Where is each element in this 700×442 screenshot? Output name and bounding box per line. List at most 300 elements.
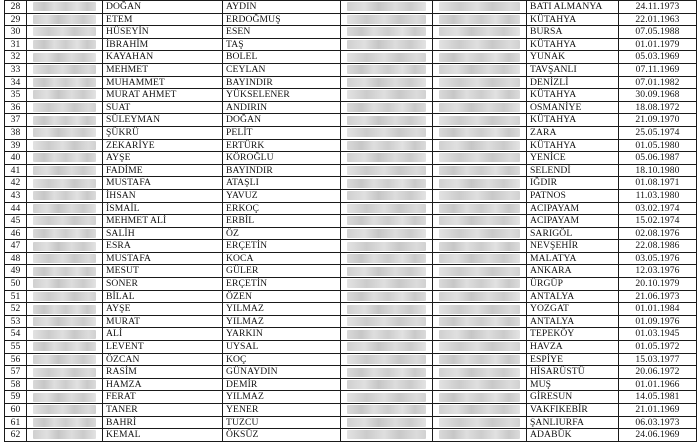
- birthdate-cell: 14.05.1981: [619, 391, 697, 404]
- row-number-cell: 56: [5, 353, 27, 366]
- redacted-parent-cell: [433, 26, 527, 39]
- last-name-cell: BAYINDIR: [223, 164, 341, 177]
- first-name-cell: FERAT: [103, 391, 223, 404]
- birthplace-cell: OSMANİYE: [527, 101, 619, 114]
- first-name-cell: BİLAL: [103, 290, 223, 303]
- redacted-parent-cell: [433, 303, 527, 316]
- redacted-parent-cell: [341, 114, 433, 127]
- redacted-parent-cell: [433, 341, 527, 354]
- redaction-blur: [347, 418, 426, 427]
- row-number-cell: 39: [5, 139, 27, 152]
- birthplace-cell: TEPEKÖY: [527, 328, 619, 341]
- redaction-blur: [347, 53, 426, 62]
- birthdate-cell: 07.05.1988: [619, 26, 697, 39]
- birthplace-cell: DENİZLİ: [527, 76, 619, 89]
- redacted-id-cell: [27, 51, 103, 64]
- last-name-cell: YÜKSELENER: [223, 89, 341, 102]
- redacted-parent-cell: [341, 13, 433, 26]
- redacted-parent-cell: [433, 76, 527, 89]
- row-number-cell: 35: [5, 89, 27, 102]
- redaction-blur: [439, 40, 520, 49]
- birthplace-cell: ANKARA: [527, 265, 619, 278]
- table-row: [5, 38, 697, 51]
- redacted-parent-cell: [433, 51, 527, 64]
- redaction-blur: [347, 380, 426, 389]
- redacted-id-cell: [27, 101, 103, 114]
- redacted-id-cell: [27, 391, 103, 404]
- redacted-parent-cell: [341, 252, 433, 265]
- redaction-blur: [347, 65, 426, 74]
- redaction-blur: [347, 279, 426, 288]
- table-row: [5, 252, 697, 265]
- birthdate-cell: 25.05.1974: [619, 126, 697, 139]
- birthdate-cell: 15.03.1977: [619, 353, 697, 366]
- birthdate-cell: 30.09.1968: [619, 89, 697, 102]
- last-name-cell: BAYINDIR: [223, 76, 341, 89]
- redacted-parent-cell: [433, 89, 527, 102]
- last-name-cell: ÖKSÜZ: [223, 429, 341, 442]
- birthdate-cell: 18.10.1980: [619, 164, 697, 177]
- redacted-parent-cell: [341, 101, 433, 114]
- first-name-cell: KEMAL: [103, 429, 223, 442]
- birthdate-cell: 07.11.1969: [619, 63, 697, 76]
- redacted-parent-cell: [341, 416, 433, 429]
- row-number-cell: 59: [5, 391, 27, 404]
- redaction-blur: [439, 90, 520, 99]
- last-name-cell: KOCA: [223, 252, 341, 265]
- birthdate-cell: 22.01.1963: [619, 13, 697, 26]
- redacted-id-cell: [27, 341, 103, 354]
- birthdate-cell: 01.03.1945: [619, 328, 697, 341]
- table-row: [5, 76, 697, 89]
- last-name-cell: AYDIN: [223, 1, 341, 14]
- row-number-cell: 53: [5, 315, 27, 328]
- redacted-id-cell: [27, 76, 103, 89]
- redacted-parent-cell: [341, 227, 433, 240]
- redaction-blur: [439, 204, 520, 213]
- redaction-blur: [33, 216, 96, 225]
- redacted-parent-cell: [341, 51, 433, 64]
- row-number-cell: 28: [5, 1, 27, 14]
- redaction-blur: [439, 216, 520, 225]
- redacted-parent-cell: [433, 164, 527, 177]
- roster-document: [4, 0, 696, 442]
- redaction-blur: [33, 279, 96, 288]
- redaction-blur: [33, 141, 96, 150]
- birthplace-cell: KÜTAHYA: [527, 139, 619, 152]
- redaction-blur: [347, 2, 426, 11]
- redacted-parent-cell: [341, 328, 433, 341]
- redacted-id-cell: [27, 114, 103, 127]
- redacted-parent-cell: [341, 341, 433, 354]
- row-number-cell: 48: [5, 252, 27, 265]
- first-name-cell: MUSTAFA: [103, 177, 223, 190]
- redacted-id-cell: [27, 1, 103, 14]
- redacted-id-cell: [27, 38, 103, 51]
- row-number-cell: 38: [5, 126, 27, 139]
- row-number-cell: 44: [5, 202, 27, 215]
- last-name-cell: GÜLER: [223, 265, 341, 278]
- row-number-cell: 41: [5, 164, 27, 177]
- last-name-cell: KÖROĞLU: [223, 152, 341, 165]
- first-name-cell: SÜLEYMAN: [103, 114, 223, 127]
- redaction-blur: [33, 2, 96, 11]
- first-name-cell: MEHMET: [103, 63, 223, 76]
- last-name-cell: ERDOĞMUŞ: [223, 13, 341, 26]
- redacted-parent-cell: [341, 240, 433, 253]
- first-name-cell: SALİH: [103, 227, 223, 240]
- redacted-parent-cell: [433, 1, 527, 14]
- redaction-blur: [33, 53, 96, 62]
- redacted-id-cell: [27, 353, 103, 366]
- redaction-blur: [439, 292, 520, 301]
- birthplace-cell: ŞANLIURFA: [527, 416, 619, 429]
- redaction-blur: [347, 216, 426, 225]
- redaction-blur: [33, 355, 96, 364]
- first-name-cell: İBRAHİM: [103, 38, 223, 51]
- redacted-parent-cell: [433, 416, 527, 429]
- redaction-blur: [347, 191, 426, 200]
- redaction-blur: [33, 103, 96, 112]
- row-number-cell: 51: [5, 290, 27, 303]
- redacted-id-cell: [27, 202, 103, 215]
- redaction-blur: [347, 342, 426, 351]
- redaction-blur: [439, 267, 520, 276]
- first-name-cell: HAMZA: [103, 378, 223, 391]
- redaction-blur: [439, 229, 520, 238]
- table-row: [5, 366, 697, 379]
- last-name-cell: GÜNAYDIN: [223, 366, 341, 379]
- last-name-cell: ERTÜRK: [223, 139, 341, 152]
- redacted-id-cell: [27, 215, 103, 228]
- redaction-blur: [33, 128, 96, 137]
- redaction-blur: [439, 65, 520, 74]
- redaction-blur: [439, 78, 520, 87]
- redacted-parent-cell: [341, 366, 433, 379]
- row-number-cell: 50: [5, 278, 27, 291]
- birthdate-cell: 07.01.1982: [619, 76, 697, 89]
- last-name-cell: YARKIN: [223, 328, 341, 341]
- first-name-cell: MEHMET ALİ: [103, 215, 223, 228]
- birthdate-cell: 12.03.1976: [619, 265, 697, 278]
- last-name-cell: YILMAZ: [223, 315, 341, 328]
- redaction-blur: [439, 53, 520, 62]
- redaction-blur: [439, 166, 520, 175]
- table-row: [5, 290, 697, 303]
- redaction-blur: [33, 418, 96, 427]
- row-number-cell: 36: [5, 101, 27, 114]
- redacted-id-cell: [27, 177, 103, 190]
- birthplace-cell: BURSA: [527, 26, 619, 39]
- redaction-blur: [33, 179, 96, 188]
- row-number-cell: 29: [5, 13, 27, 26]
- birthdate-cell: 05.06.1987: [619, 152, 697, 165]
- redaction-blur: [33, 430, 96, 439]
- redaction-blur: [439, 103, 520, 112]
- redaction-blur: [33, 191, 96, 200]
- redacted-parent-cell: [433, 391, 527, 404]
- table-row: [5, 391, 697, 404]
- first-name-cell: RASİM: [103, 366, 223, 379]
- birthdate-cell: 20.10.1979: [619, 278, 697, 291]
- redaction-blur: [33, 242, 96, 251]
- redaction-blur: [347, 305, 426, 314]
- redacted-parent-cell: [433, 126, 527, 139]
- first-name-cell: FADİME: [103, 164, 223, 177]
- redacted-parent-cell: [433, 227, 527, 240]
- last-name-cell: KOÇ: [223, 353, 341, 366]
- redacted-parent-cell: [433, 353, 527, 366]
- birthplace-cell: GİRESUN: [527, 391, 619, 404]
- birthdate-cell: 01.05.1972: [619, 341, 697, 354]
- redacted-parent-cell: [433, 152, 527, 165]
- table-row: [5, 315, 697, 328]
- row-number-cell: 31: [5, 38, 27, 51]
- birthplace-cell: NEVŞEHİR: [527, 240, 619, 253]
- redacted-parent-cell: [341, 189, 433, 202]
- birthplace-cell: YENİCE: [527, 152, 619, 165]
- birthplace-cell: PATNOS: [527, 189, 619, 202]
- last-name-cell: PELİT: [223, 126, 341, 139]
- redacted-parent-cell: [341, 152, 433, 165]
- table-row: [5, 215, 697, 228]
- birthdate-cell: 11.03.1980: [619, 189, 697, 202]
- redacted-parent-cell: [341, 1, 433, 14]
- redacted-id-cell: [27, 303, 103, 316]
- table-row: [5, 416, 697, 429]
- last-name-cell: BOLEL: [223, 51, 341, 64]
- last-name-cell: ÖZEN: [223, 290, 341, 303]
- redacted-parent-cell: [341, 38, 433, 51]
- last-name-cell: YILMAZ: [223, 303, 341, 316]
- birthplace-cell: ADABÜK: [527, 429, 619, 442]
- redaction-blur: [33, 305, 96, 314]
- redacted-parent-cell: [341, 353, 433, 366]
- redaction-blur: [347, 393, 426, 402]
- first-name-cell: AYŞE: [103, 152, 223, 165]
- first-name-cell: AYŞE: [103, 303, 223, 316]
- redaction-blur: [439, 128, 520, 137]
- table-row: [5, 126, 697, 139]
- redaction-blur: [33, 153, 96, 162]
- redacted-parent-cell: [433, 63, 527, 76]
- birthplace-cell: YOZGAT: [527, 303, 619, 316]
- redaction-blur: [347, 153, 426, 162]
- redaction-blur: [439, 2, 520, 11]
- redaction-blur: [439, 355, 520, 364]
- redacted-parent-cell: [341, 139, 433, 152]
- redaction-blur: [347, 267, 426, 276]
- redaction-blur: [33, 40, 96, 49]
- redacted-parent-cell: [341, 89, 433, 102]
- birthplace-cell: KÜTAHYA: [527, 38, 619, 51]
- redaction-blur: [347, 27, 426, 36]
- birthplace-cell: ANTALYA: [527, 315, 619, 328]
- redacted-id-cell: [27, 13, 103, 26]
- redaction-blur: [33, 292, 96, 301]
- table-row: [5, 341, 697, 354]
- row-number-cell: 58: [5, 378, 27, 391]
- birthdate-cell: 21.06.1973: [619, 290, 697, 303]
- redacted-parent-cell: [433, 13, 527, 26]
- redaction-blur: [33, 405, 96, 414]
- table-row: [5, 177, 697, 190]
- first-name-cell: BAHRİ: [103, 416, 223, 429]
- last-name-cell: ANDIRIN: [223, 101, 341, 114]
- row-number-cell: 42: [5, 177, 27, 190]
- redacted-parent-cell: [433, 114, 527, 127]
- row-number-cell: 43: [5, 189, 27, 202]
- birthdate-cell: 18.08.1972: [619, 101, 697, 114]
- last-name-cell: YILMAZ: [223, 391, 341, 404]
- redaction-blur: [347, 254, 426, 263]
- redaction-blur: [439, 380, 520, 389]
- birthdate-cell: 24.06.1969: [619, 429, 697, 442]
- table-row: [5, 51, 697, 64]
- roster-table: [4, 0, 697, 442]
- redaction-blur: [439, 393, 520, 402]
- redaction-blur: [439, 342, 520, 351]
- birthplace-cell: BATI ALMANYA: [527, 1, 619, 14]
- table-row: [5, 353, 697, 366]
- redaction-blur: [439, 179, 520, 188]
- redacted-id-cell: [27, 404, 103, 417]
- redaction-blur: [347, 204, 426, 213]
- redaction-blur: [439, 317, 520, 326]
- first-name-cell: ŞÜKRÜ: [103, 126, 223, 139]
- redaction-blur: [33, 90, 96, 99]
- table-row: [5, 303, 697, 316]
- redacted-parent-cell: [341, 278, 433, 291]
- table-row: [5, 404, 697, 417]
- redaction-blur: [439, 254, 520, 263]
- redaction-blur: [347, 405, 426, 414]
- redaction-blur: [347, 90, 426, 99]
- birthplace-cell: ANTALYA: [527, 290, 619, 303]
- redacted-id-cell: [27, 278, 103, 291]
- redaction-blur: [347, 355, 426, 364]
- redaction-blur: [439, 430, 520, 439]
- redaction-blur: [439, 405, 520, 414]
- redacted-id-cell: [27, 227, 103, 240]
- redaction-blur: [33, 27, 96, 36]
- redaction-blur: [33, 342, 96, 351]
- redaction-blur: [33, 267, 96, 276]
- redacted-parent-cell: [433, 202, 527, 215]
- redaction-blur: [439, 330, 520, 339]
- row-number-cell: 32: [5, 51, 27, 64]
- redaction-blur: [347, 15, 426, 24]
- redaction-blur: [33, 15, 96, 24]
- last-name-cell: ERÇETİN: [223, 278, 341, 291]
- redacted-parent-cell: [433, 378, 527, 391]
- table-row: [5, 89, 697, 102]
- first-name-cell: KAYAHAN: [103, 51, 223, 64]
- redacted-id-cell: [27, 328, 103, 341]
- redaction-blur: [347, 103, 426, 112]
- redaction-blur: [347, 166, 426, 175]
- redacted-parent-cell: [433, 139, 527, 152]
- birthdate-cell: 01.01.1979: [619, 38, 697, 51]
- redacted-parent-cell: [433, 177, 527, 190]
- last-name-cell: ERKOÇ: [223, 202, 341, 215]
- redaction-blur: [33, 204, 96, 213]
- redacted-id-cell: [27, 126, 103, 139]
- birthplace-cell: VAKFIKEBİR: [527, 404, 619, 417]
- redaction-blur: [347, 179, 426, 188]
- last-name-cell: ERÇETİN: [223, 240, 341, 253]
- redacted-parent-cell: [341, 391, 433, 404]
- last-name-cell: TUZCU: [223, 416, 341, 429]
- birthplace-cell: ACIPAYAM: [527, 202, 619, 215]
- table-row: [5, 164, 697, 177]
- last-name-cell: DOĞAN: [223, 114, 341, 127]
- redacted-parent-cell: [433, 278, 527, 291]
- table-row: [5, 378, 697, 391]
- redaction-blur: [33, 393, 96, 402]
- first-name-cell: MURAT: [103, 315, 223, 328]
- redacted-parent-cell: [433, 290, 527, 303]
- redaction-blur: [33, 254, 96, 263]
- last-name-cell: CEYLAN: [223, 63, 341, 76]
- row-number-cell: 40: [5, 152, 27, 165]
- table-row: [5, 114, 697, 127]
- birthplace-cell: ACIPAYAM: [527, 215, 619, 228]
- table-row: [5, 139, 697, 152]
- redacted-parent-cell: [341, 76, 433, 89]
- birthplace-cell: HİSARÜSTÜ: [527, 366, 619, 379]
- redacted-parent-cell: [341, 265, 433, 278]
- redacted-id-cell: [27, 290, 103, 303]
- last-name-cell: DEMİR: [223, 378, 341, 391]
- redacted-parent-cell: [341, 177, 433, 190]
- redacted-parent-cell: [341, 290, 433, 303]
- redaction-blur: [439, 153, 520, 162]
- birthdate-cell: 01.08.1971: [619, 177, 697, 190]
- first-name-cell: MURAT AHMET: [103, 89, 223, 102]
- table-row: [5, 101, 697, 114]
- redaction-blur: [439, 141, 520, 150]
- redaction-blur: [439, 27, 520, 36]
- table-row: [5, 1, 697, 14]
- row-number-cell: 30: [5, 26, 27, 39]
- row-number-cell: 60: [5, 404, 27, 417]
- redacted-parent-cell: [433, 101, 527, 114]
- row-number-cell: 34: [5, 76, 27, 89]
- table-row: [5, 227, 697, 240]
- redacted-id-cell: [27, 315, 103, 328]
- table-row: [5, 328, 697, 341]
- redaction-blur: [33, 65, 96, 74]
- last-name-cell: ESEN: [223, 26, 341, 39]
- redacted-parent-cell: [341, 378, 433, 391]
- redaction-blur: [33, 368, 96, 377]
- first-name-cell: SONER: [103, 278, 223, 291]
- birthdate-cell: 21.09.1970: [619, 114, 697, 127]
- redaction-blur: [439, 116, 520, 125]
- first-name-cell: ESRA: [103, 240, 223, 253]
- redaction-blur: [439, 418, 520, 427]
- redacted-id-cell: [27, 164, 103, 177]
- row-number-cell: 57: [5, 366, 27, 379]
- row-number-cell: 62: [5, 429, 27, 442]
- birthplace-cell: KÜTAHYA: [527, 13, 619, 26]
- redacted-parent-cell: [341, 315, 433, 328]
- first-name-cell: MESUT: [103, 265, 223, 278]
- table-row: [5, 189, 697, 202]
- redacted-id-cell: [27, 63, 103, 76]
- redaction-blur: [347, 242, 426, 251]
